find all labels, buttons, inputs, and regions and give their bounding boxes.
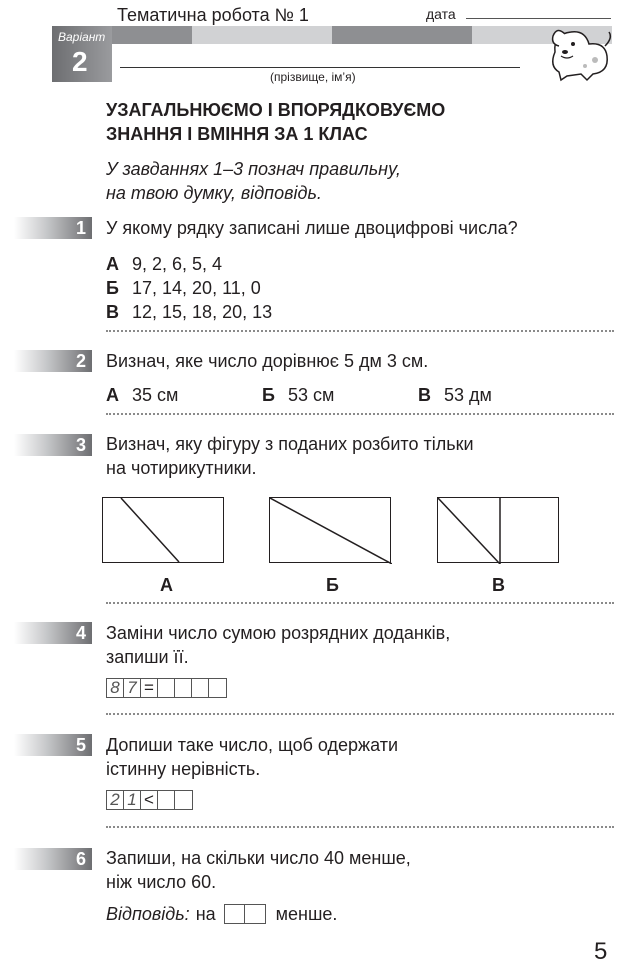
option-letter: А bbox=[106, 385, 119, 405]
instruction bbox=[106, 157, 546, 205]
page-number: 5 bbox=[594, 938, 608, 965]
cell[interactable] bbox=[158, 791, 175, 809]
task-5-line-2: істинну нерівність. bbox=[106, 759, 261, 779]
divider bbox=[106, 826, 614, 828]
figure-a-drawing bbox=[103, 498, 225, 564]
figure-a[interactable] bbox=[102, 497, 224, 563]
figure-b-drawing bbox=[270, 498, 392, 564]
option-text: 12, 15, 18, 20, 13 bbox=[132, 302, 273, 322]
figure-c-drawing bbox=[438, 498, 560, 564]
option-letter: Б bbox=[262, 385, 275, 405]
task-6-number: 6 bbox=[75, 849, 86, 869]
heading-line-1: УЗАГАЛЬНЮЄМО І ВПОРЯДКОВУЄМО bbox=[106, 100, 446, 120]
heading-line-2: ЗНАННЯ І ВМІННЯ ЗА 1 КЛАС bbox=[106, 124, 368, 144]
task-2-badge bbox=[14, 350, 92, 372]
task-6-line-2: ніж число 60. bbox=[106, 872, 217, 892]
instruction-line-1: У завданнях 1–3 познач правильну, bbox=[106, 159, 401, 179]
cell[interactable] bbox=[225, 905, 245, 923]
cell: < bbox=[141, 791, 158, 809]
option-letter: А bbox=[106, 254, 119, 274]
answer-suffix: менше. bbox=[275, 904, 338, 924]
option-text: 9, 2, 6, 5, 4 bbox=[132, 254, 223, 274]
cell[interactable] bbox=[175, 679, 192, 697]
option-letter: Б bbox=[106, 278, 119, 298]
task-4-badge bbox=[14, 622, 92, 644]
figure-c-label: В bbox=[492, 575, 505, 595]
task-4-answer-cells[interactable] bbox=[106, 678, 227, 698]
name-line bbox=[120, 67, 520, 68]
task-5-question bbox=[106, 733, 616, 781]
document-title: Тематична робота № 1 bbox=[117, 5, 309, 25]
task-6-answer-cells[interactable] bbox=[224, 904, 266, 924]
task-2-option-c[interactable] bbox=[418, 383, 492, 407]
cell[interactable] bbox=[245, 905, 265, 923]
option-letter: В bbox=[106, 302, 119, 322]
task-3-line-1: Визнач, яку фігуру з поданих розбито тільки bbox=[106, 434, 474, 454]
cell: 2 bbox=[107, 791, 124, 809]
task-6-answer-line bbox=[106, 902, 337, 926]
figure-c[interactable] bbox=[437, 497, 559, 563]
option-text: 17, 14, 20, 11, 0 bbox=[132, 278, 261, 298]
header-band-2 bbox=[192, 26, 332, 44]
date-label: дата bbox=[426, 6, 456, 22]
name-caption: (прізвище, ім’я) bbox=[270, 70, 356, 84]
task-4-line-2: запиши її. bbox=[106, 647, 189, 667]
cell: = bbox=[141, 679, 158, 697]
cell: 1 bbox=[124, 791, 141, 809]
task-5-line-1: Допиши таке число, щоб одержати bbox=[106, 735, 399, 755]
task-5-number: 5 bbox=[75, 735, 86, 755]
header-band-3 bbox=[332, 26, 472, 44]
cell[interactable] bbox=[192, 679, 209, 697]
task-1-option-c[interactable] bbox=[106, 300, 272, 324]
task-4-number: 4 bbox=[75, 623, 86, 643]
figure-b-label: Б bbox=[326, 575, 339, 595]
figure-b[interactable] bbox=[269, 497, 391, 563]
cell[interactable] bbox=[209, 679, 226, 697]
task-2-option-a[interactable] bbox=[106, 383, 178, 407]
cell[interactable] bbox=[175, 791, 192, 809]
variant-label: Варіант bbox=[58, 30, 106, 44]
instruction-line-2: на твою думку, відповідь. bbox=[106, 183, 322, 203]
task-1-option-a[interactable] bbox=[106, 252, 222, 276]
task-1-question: У якому рядку записані лише двоцифрові числа? bbox=[106, 218, 518, 238]
task-2-number: 2 bbox=[75, 351, 86, 371]
task-4-question bbox=[106, 621, 616, 669]
variant-number: 2 bbox=[72, 46, 88, 77]
divider bbox=[106, 602, 614, 604]
answer-label: Відповідь: bbox=[106, 904, 190, 924]
divider bbox=[106, 330, 614, 332]
answer-prefix: на bbox=[195, 904, 216, 924]
task-3-badge bbox=[14, 434, 92, 456]
option-text: 53 дм bbox=[444, 385, 492, 405]
task-5-badge bbox=[14, 734, 92, 756]
task-1-option-b[interactable] bbox=[106, 276, 261, 300]
divider bbox=[106, 713, 614, 715]
task-6-badge bbox=[14, 848, 92, 870]
task-2-option-b[interactable] bbox=[262, 383, 334, 407]
dog-illustration bbox=[545, 22, 615, 84]
task-2-question: Визнач, яке число дорівнює 5 дм 3 см. bbox=[106, 351, 429, 371]
task-6-question bbox=[106, 846, 616, 894]
cell: 8 bbox=[107, 679, 124, 697]
task-6-line-1: Запиши, на скільки число 40 менше, bbox=[106, 848, 411, 868]
task-3-line-2: на чотирикутники. bbox=[106, 458, 257, 478]
task-3-number: 3 bbox=[75, 435, 86, 455]
task-1-number: 1 bbox=[75, 218, 86, 238]
task-4-line-1: Заміни число сумою розрядних доданків, bbox=[106, 623, 451, 643]
task-1-badge bbox=[14, 217, 92, 239]
option-letter: В bbox=[418, 385, 431, 405]
cell: 7 bbox=[124, 679, 141, 697]
section-heading bbox=[106, 98, 546, 146]
date-line bbox=[466, 18, 611, 19]
cell[interactable] bbox=[158, 679, 175, 697]
option-text: 53 см bbox=[288, 385, 335, 405]
task-3-question bbox=[106, 432, 616, 480]
divider bbox=[106, 413, 614, 415]
task-5-answer-cells[interactable] bbox=[106, 790, 193, 810]
figure-a-label: А bbox=[160, 575, 173, 595]
option-text: 35 см bbox=[132, 385, 179, 405]
